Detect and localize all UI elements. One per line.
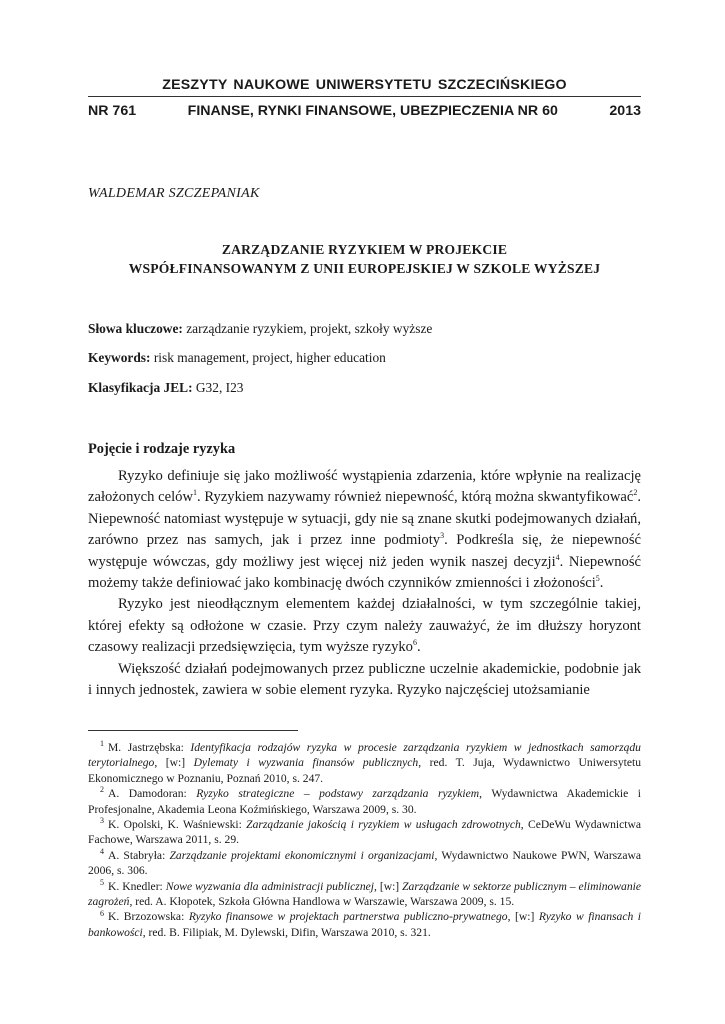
body-text — [88, 466, 641, 701]
keywords-en — [88, 350, 386, 366]
keywords-pl — [88, 321, 432, 337]
footnotes — [88, 740, 641, 940]
title-line-2: WSPÓŁFINANSOWANYM Z UNII EUROPEJSKIEJ W SZKOLE WYŻSZEJ — [128, 261, 601, 276]
footnote-rule — [88, 730, 298, 731]
keywords-pl-label: Słowa kluczowe: — [88, 321, 183, 336]
footnote: $^6$ K. Brzozowska: Ryzyko finansowe w projektach partnerstwa publiczno-prywatnego, [w:] Ryzyko w finansach i bankowości, red. B. Filipiak, M. Dylewski, Difin, Warszawa 2010, s. 321. — [88, 908, 641, 939]
footnote: $^1$ M. Jastrzębska: Identyfikacja rodzajów ryzyka w procesie zarządzania ryzykiem w jednostkach samorządu terytorialnego, [w:] Dylematy i wyzwania finansów publicznych, red. T. Juja, Wydawnictwo Uniwersytetu Ekonomicznego w Poznaniu, Poznań 2010, s. 247. — [88, 739, 642, 785]
article-title — [88, 240, 641, 278]
section-heading: Pojęcie i rodzaje ryzyka — [88, 441, 236, 457]
jel-classification — [88, 380, 244, 396]
keywords-en-value: risk management, project, higher education — [153, 350, 386, 365]
title-line-1: ZARZĄDZANIE RYZYKIEM W PROJEKCIE — [221, 242, 508, 257]
journal-title: ZESZYTY NAUKOWE UNIWERSYTETU SZCZECIŃSKIEGO — [162, 77, 567, 93]
paragraph-2: Ryzyko jest nieodłącznym elementem każdej działalności, w tym szczególnie takiej, której efekty są odłożone w czasie. Przy czym należy zauważyć, że im dłuższy horyzont czasowy realizacji przedsięwzięcia, tym wyższe ryzyko$^6$. — [88, 596, 641, 656]
paragraph-1: Ryzyko definiuje się jako możliwość wystąpienia zdarzenia, które wpłynie na realizację założonych celów$^1$. Ryzykiem nazywamy również niepewność, którą można skwantyfikować$^2$. Niepewność natomiast występuje w sytuacji, gdy nie są znane skutki podejmowanych działań, zarówno przez nas samych, jak i przez inne podmioty$^3$. Podkreśla się, że niepewność występuje wówczas, gdy możliwy jest więcej niż jeden wynik naszej decyzji$^4$. Niepewność możemy także definiować jako kombinację dwóch czynników zmienności i złożoności$^5$. — [88, 468, 641, 592]
footnote: $^3$ K. Opolski, K. Waśniewski: Zarządzanie jakością i ryzykiem w usługach zdrowotnych, CeDeWu Wydawnictwa Fachowe, Warszawa 2011, s. 29. — [88, 816, 641, 847]
footnote: $^4$ A. Stabryła: Zarządzanie projektami ekonomicznymi i organizacjami, Wydawnictwo Naukowe PWN, Warszawa 2006, s. 306. — [88, 846, 641, 878]
footnote: $^2$ A. Damodoran: Ryzyko strategiczne – podstawy zarządzania ryzykiem, Wydawnictwa Akademickie i Profesjonalne, Akademia Leona Koźmińskiego, Warszawa 2009, s. 30. — [88, 785, 641, 816]
series-title: FINANSE, RYNKI FINANSOWE, UBEZPIECZENIA NR 60 — [187, 103, 558, 119]
issue-number: NR 761 — [88, 103, 137, 119]
paragraph-3: Większość działań podejmowanych przez publiczne uczelnie akademickie, podobnie jak i innych jednostek, zawiera w sobie element ryzyka. Ryzyko najczęściej utożsamianie — [88, 660, 641, 699]
jel-value: G32, I23 — [195, 380, 244, 395]
footnote: $^5$ K. Knedler: Nowe wyzwania dla administracji publicznej, [w:] Zarządzanie w sektorze publicznym – eliminowanie zagrożeń, red. A. Kłopotek, Szkoła Główna Handlowa w Warszawie, Warszawa 2009, s. 15. — [88, 877, 641, 909]
header-rule — [88, 96, 641, 97]
author-name: WALDEMAR SZCZEPANIAK — [88, 186, 260, 201]
issue-year: 2013 — [609, 103, 641, 119]
keywords-en-label: Keywords: — [88, 350, 151, 365]
keywords-pl-value: zarządzanie ryzykiem, projekt, szkoły wyższe — [186, 321, 433, 336]
issue-line — [88, 103, 641, 119]
jel-label: Klasyfikacja JEL: — [88, 380, 193, 395]
